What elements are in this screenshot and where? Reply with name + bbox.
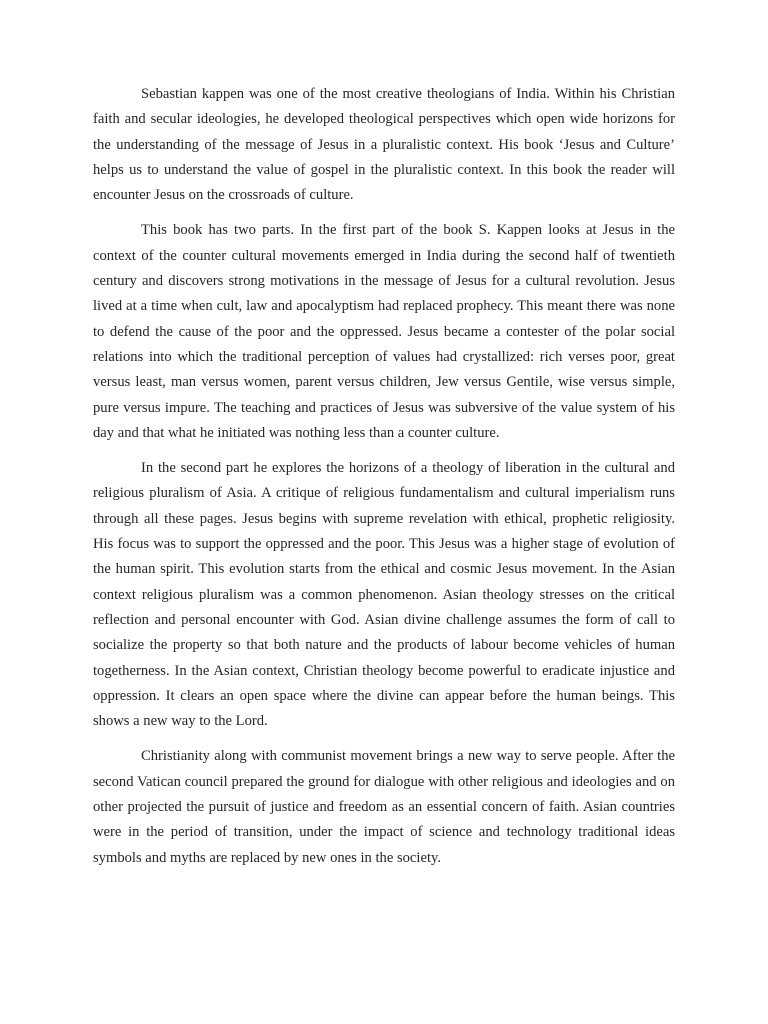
paragraph-3: In the second part he explores the horizons of a theology of liberation in the cultural and religious pluralism of Asia. A critique of religious fundamentalism and cultural imperialism runs through all these pages. Jesus begins with supreme revelation with ethical, prophetic religiosity. His focus was to support the oppressed and the poor. This Jesus was a higher stage of evolution of the human spirit. This evolution starts from the ethical and cosmic Jesus movement. In the Asian context religious pluralism was a common phenomenon. Asian theology stresses on the critical reflection and personal encounter with God. Asian divine challenge assumes the form of call to socialize the property so that both nature and the products of labour become vehicles of human togetherness. In the Asian context, Christian theology become powerful to eradicate injustice and oppression. It clears an open space where the divine can appear before the human beings. This shows a new way to the Lord. (93, 460, 675, 730)
document-page (93, 82, 675, 881)
paragraph-2: This book has two parts. In the first part of the book S. Kappen looks at Jesus in the context of the counter cultural movements emerged in India during the second half of twentieth century and discovers strong motivations in the message of Jesus for a cultural revolution. Jesus lived at a time when cult, law and apocalyptism had replaced prophecy. This meant there was none to defend the cause of the poor and the oppressed. Jesus became a contester of the polar social relations into which the traditional perception of values had crystallized: rich verses poor, great versus least, man versus women, parent versus children, Jew versus Gentile, wise versus simple, pure versus impure. The teaching and practices of Jesus was subversive of the value system of his day and that what he initiated was nothing less than a counter culture. (93, 222, 675, 441)
paragraph-1: Sebastian kappen was one of the most creative theologians of India. Within his Christian faith and secular ideologies, he developed theological perspectives which open wide horizons for the understanding of the message of Jesus in a pluralistic context. His book ‘Jesus and Culture’ helps us to understand the value of gospel in the pluralistic context. In this book the reader will encounter Jesus on the crossroads of culture. (93, 86, 675, 204)
paragraph-4: Christianity along with communist movement brings a new way to serve people. After the second Vatican council prepared the ground for dialogue with other religious and ideologies and on other projected the pursuit of justice and freedom as an essential concern of faith. Asian countries were in the period of transition, under the impact of science and technology traditional ideas symbols and myths are replaced by new ones in the society. (93, 748, 675, 866)
